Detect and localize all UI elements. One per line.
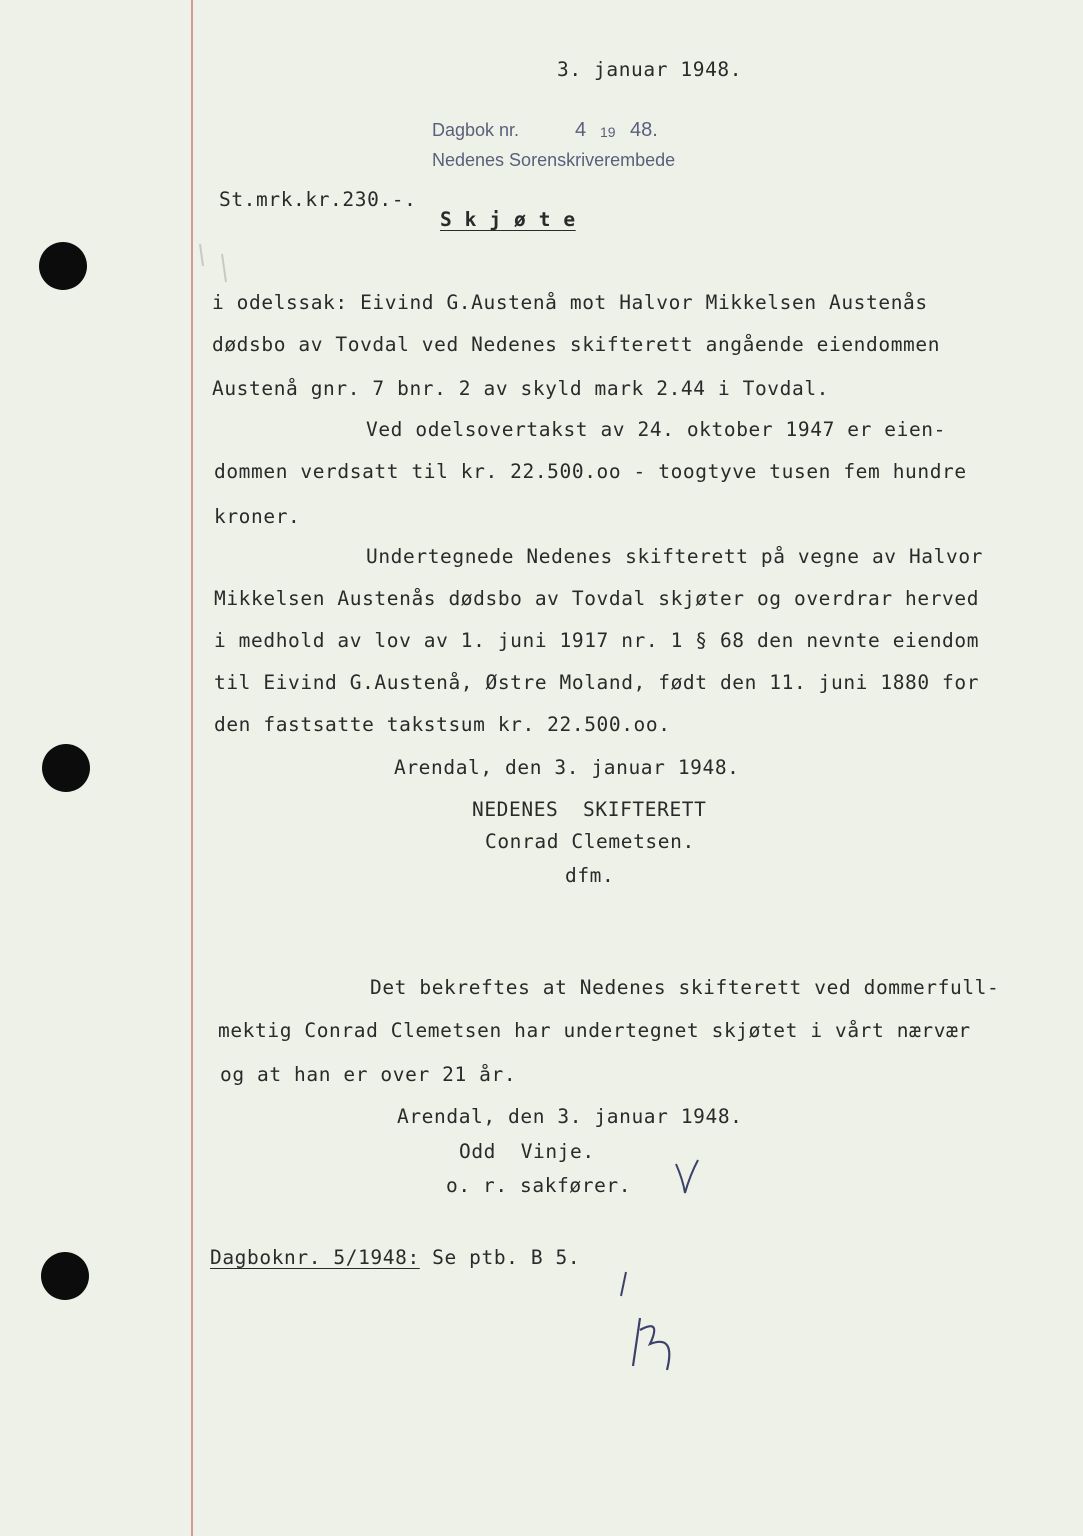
body-line-7: Undertegnede Nedenes skifterett på vegne av Halvor <box>366 545 983 568</box>
document-date: 3. januar 1948. <box>557 58 743 81</box>
handwritten-initials <box>633 1318 669 1370</box>
stamp-dagbok-number: 4 <box>575 119 587 141</box>
stamp-office: Nedenes Sorenskriverembede <box>432 150 676 170</box>
signature-1-place-date: Arendal, den 3. januar 1948. <box>394 756 740 779</box>
body-line-10: til Eivind G.Austenå, Østre Moland, født den 11. juni 1880 for <box>214 671 980 694</box>
signature-2-place-date: Arendal, den 3. januar 1948. <box>397 1105 743 1128</box>
body-line-1: i odelssak: Eivind G.Austenå mot Halvor Mikkelsen Austenås <box>212 291 928 314</box>
document-title: S k j ø t e <box>440 208 576 231</box>
body-line-8: Mikkelsen Austenås dødsbo av Tovdal skjøter og overdrar herved <box>214 587 980 610</box>
signature-2-title: o. r. sakfører. <box>446 1174 632 1197</box>
body-line-5: dommen verdsatt til kr. 22.500.oo - toogtyve tusen fem hundre <box>214 460 967 483</box>
body-line-11: den fastsatte takstsum kr. 22.500.oo. <box>214 713 671 736</box>
signature-2-name: Odd Vinje. <box>459 1140 595 1163</box>
body-line-4: Ved odelsovertakst av 24. oktober 1947 er eien- <box>366 418 946 441</box>
signature-1-title: dfm. <box>565 864 615 887</box>
body-line-6: kroner. <box>214 505 301 528</box>
stamp-fee: St.mrk.kr.230.-. <box>219 188 417 211</box>
body-line-2: dødsbo av Tovdal ved Nedenes skifterett angående eiendommen <box>212 333 941 356</box>
footer-dagbok-ref: Dagboknr. 5/1948: <box>210 1246 420 1269</box>
stamp-dagbok-label: Dagbok nr. <box>432 120 520 140</box>
body-line-9: i medhold av lov av 1. juni 1917 nr. 1 § 68 den nevnte eiendom <box>214 629 980 652</box>
confirmation-line-1: Det bekreftes at Nedenes skifterett ved dommerfull- <box>370 976 1000 999</box>
stamp-year-prefix: 19 <box>600 124 616 140</box>
signature-1-name: Conrad Clemetsen. <box>485 830 695 853</box>
body-line-3: Austenå gnr. 7 bnr. 2 av skyld mark 2.44 i Tovdal. <box>212 377 829 400</box>
confirmation-line-2: mektig Conrad Clemetsen har undertegnet skjøtet i vårt nærvær <box>218 1019 971 1042</box>
handwritten-check-mark <box>676 1160 698 1193</box>
pencil-marks <box>200 244 226 282</box>
signature-1-court: NEDENES SKIFTERETT <box>472 798 707 821</box>
confirmation-line-3: og at han er over 21 år. <box>220 1063 517 1086</box>
handwritten-stroke <box>621 1272 626 1296</box>
stamp-year: 48. <box>630 119 658 141</box>
footer-reference-text: Se ptb. B 5. <box>419 1246 581 1269</box>
